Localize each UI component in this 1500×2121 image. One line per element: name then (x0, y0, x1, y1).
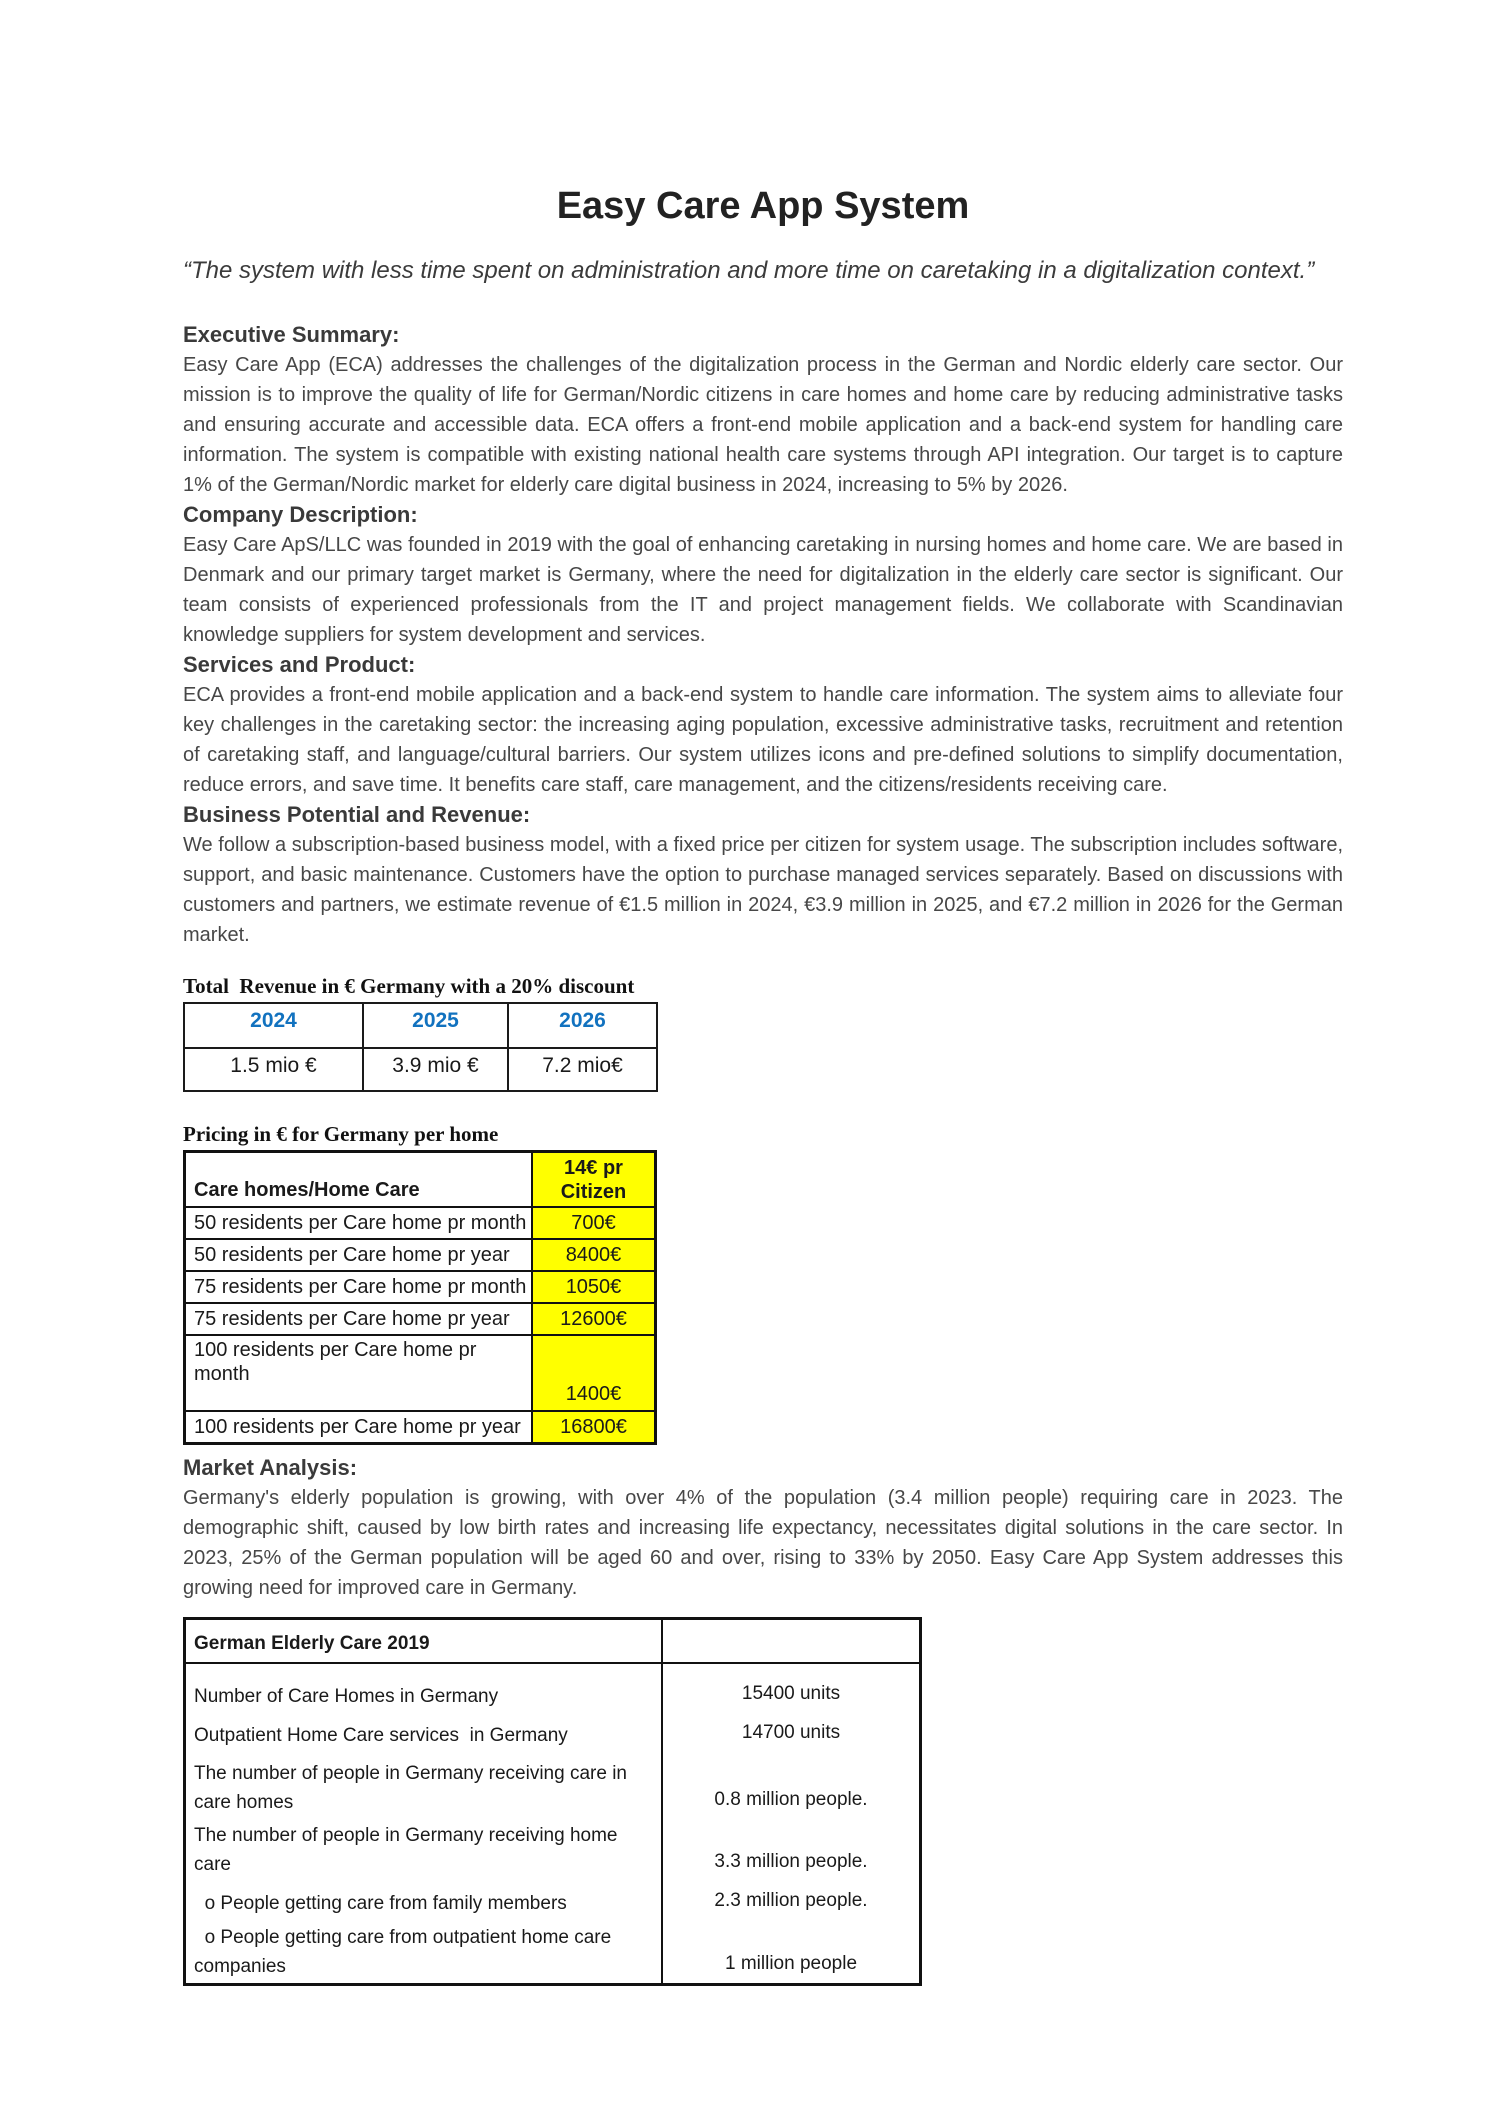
pricing-row-label: 100 residents per Care home pr month (185, 1335, 533, 1411)
elderly-row-value: 2.3 million people. (714, 1890, 868, 1911)
elderly-table-header-empty (662, 1619, 921, 1664)
pricing-header-row (185, 1152, 656, 1208)
elderly-row-value: 1 million people (724, 1953, 858, 1974)
section-heading-company-description: Company Description: (183, 502, 418, 527)
pricing-row-label: 50 residents per Care home pr year (185, 1239, 533, 1271)
pricing-row-label: 50 residents per Care home pr month (185, 1207, 533, 1239)
pricing-row-price: 1050€ (532, 1271, 656, 1303)
pricing-row-price: 16800€ (532, 1411, 656, 1444)
elderly-table-row (185, 1752, 921, 1819)
revenue-year-2024: 2024 (184, 1003, 363, 1048)
elderly-table-row (185, 1713, 921, 1752)
text-block (183, 320, 1343, 950)
elderly-table-row (185, 1920, 921, 1985)
section-heading-business-potential: Business Potential and Revenue: (183, 802, 531, 827)
revenue-value-2025: 3.9 mio € (363, 1048, 508, 1091)
elderly-row-label: Number of Care Homes in Germany (185, 1663, 663, 1713)
pricing-table-title: Pricing in € for Germany per home (183, 1122, 499, 1146)
section-heading-executive-summary: Executive Summary: (183, 322, 400, 347)
elderly-row-label: o People getting care from family members (185, 1881, 663, 1920)
pricing-header-price: 14€ pr Citizen (532, 1152, 656, 1208)
revenue-year-2026: 2026 (508, 1003, 657, 1048)
pricing-row-label: 75 residents per Care home pr year (185, 1303, 533, 1335)
section-body-market-analysis: Germany's elderly population is growing, with over 4% of the population (3.4 million people) requiring care in 2023. The demographic shift, caused by low birth rates and increasing life expectancy, necessitates digital solutions in the care sector. In 2023, 25% of the German population will be aged 60 and over, rising to 33% by 2050. Easy Care App System addresses this growing need for improved care in Germany. (183, 1487, 1343, 1599)
section-heading-services-product: Services and Product: (183, 652, 416, 677)
elderly-table-header-row (185, 1619, 921, 1664)
document-content (183, 0, 1343, 1986)
elderly-care-table (183, 1617, 922, 1986)
pricing-row-price: 12600€ (532, 1303, 656, 1335)
elderly-table-header: German Elderly Care 2019 (185, 1619, 663, 1664)
elderly-row-label: The number of people in Germany receiving care in care homes (185, 1752, 663, 1819)
revenue-table (183, 1002, 658, 1092)
section-heading-market-analysis: Market Analysis: (183, 1455, 358, 1480)
elderly-table-row (185, 1819, 921, 1881)
revenue-value-2024: 1.5 mio € (184, 1048, 363, 1091)
pricing-row-label: 75 residents per Care home pr month (185, 1271, 533, 1303)
pricing-row (185, 1207, 656, 1239)
pricing-row (185, 1271, 656, 1303)
pricing-row-price: 1400€ (532, 1335, 656, 1411)
elderly-row-value: 14700 units (741, 1722, 841, 1743)
pricing-row-price: 700€ (532, 1207, 656, 1239)
pricing-row (185, 1239, 656, 1271)
elderly-table-row (185, 1663, 921, 1713)
pricing-row-label: 100 residents per Care home pr year (185, 1411, 533, 1444)
revenue-table-value-row (184, 1048, 657, 1091)
revenue-year-2025: 2025 (363, 1003, 508, 1048)
elderly-row-value: 3.3 million people. (714, 1851, 868, 1872)
tagline-quote: “The system with less time spent on administration and more time on caretaking in a digitalization context.” (183, 257, 1315, 284)
section-body-company-description: Easy Care ApS/LLC was founded in 2019 with the goal of enhancing caretaking in nursing homes and home care. We are based in Denmark and our primary target market is Germany, where the need for digitalization in the elderly care sector is significant. Our team consists of experienced professionals from the IT and project management fields. We collaborate with Scandinavian knowledge suppliers for system development and services. (183, 534, 1343, 646)
pricing-row (185, 1303, 656, 1335)
pricing-header-label: Care homes/Home Care (185, 1152, 533, 1208)
elderly-row-value: 15400 units (741, 1683, 841, 1704)
section-body-services-product: ECA provides a front-end mobile application and a back-end system to handle care information. The system aims to alleviate four key challenges in the caretaking sector: the increasing aging population, excessive administrative tasks, recruitment and retention of caretaking staff, and language/cultural barriers. Our system utilizes icons and pre-defined solutions to simplify documentation, reduce errors, and save time. It benefits care staff, care management, and the citizens/residents receiving care. (183, 684, 1343, 796)
elderly-row-value: 0.8 million people. (714, 1789, 868, 1810)
elderly-row-label: Outpatient Home Care services in Germany (185, 1713, 663, 1752)
revenue-value-2026: 7.2 mio€ (508, 1048, 657, 1091)
pricing-table (183, 1150, 657, 1445)
revenue-table-title: Total Revenue in € Germany with a 20% discount (183, 974, 635, 998)
elderly-row-label: o People getting care from outpatient home care companies (185, 1920, 663, 1985)
pricing-row (185, 1411, 656, 1444)
section-body-business-potential: We follow a subscription-based business model, with a fixed price per citizen for system usage. The subscription includes software, support, and basic maintenance. Customers have the option to purchase managed services separately. Based on discussions with customers and partners, we estimate revenue of €1.5 million in 2024, €3.9 million in 2025, and €7.2 million in 2026 for the German market. (183, 834, 1343, 946)
page-title: Easy Care App System (556, 185, 970, 227)
section-body-executive-summary: Easy Care App (ECA) addresses the challenges of the digitalization process in the German and Nordic elderly care sector. Our mission is to improve the quality of life for German/Nordic citizens in care homes and home care by reducing administrative tasks and ensuring accurate and accessible data. ECA offers a front-end mobile application and a back-end system for handling care information. The system is compatible with existing national health care systems through API integration. Our target is to capture 1% of the German/Nordic market for elderly care digital business in 2024, increasing to 5% by 2026. (183, 354, 1343, 496)
pricing-row (185, 1335, 656, 1411)
revenue-table-header-row (184, 1003, 657, 1048)
elderly-table-row (185, 1881, 921, 1920)
pricing-row-price: 8400€ (532, 1239, 656, 1271)
elderly-row-label: The number of people in Germany receiving home care (185, 1819, 663, 1881)
